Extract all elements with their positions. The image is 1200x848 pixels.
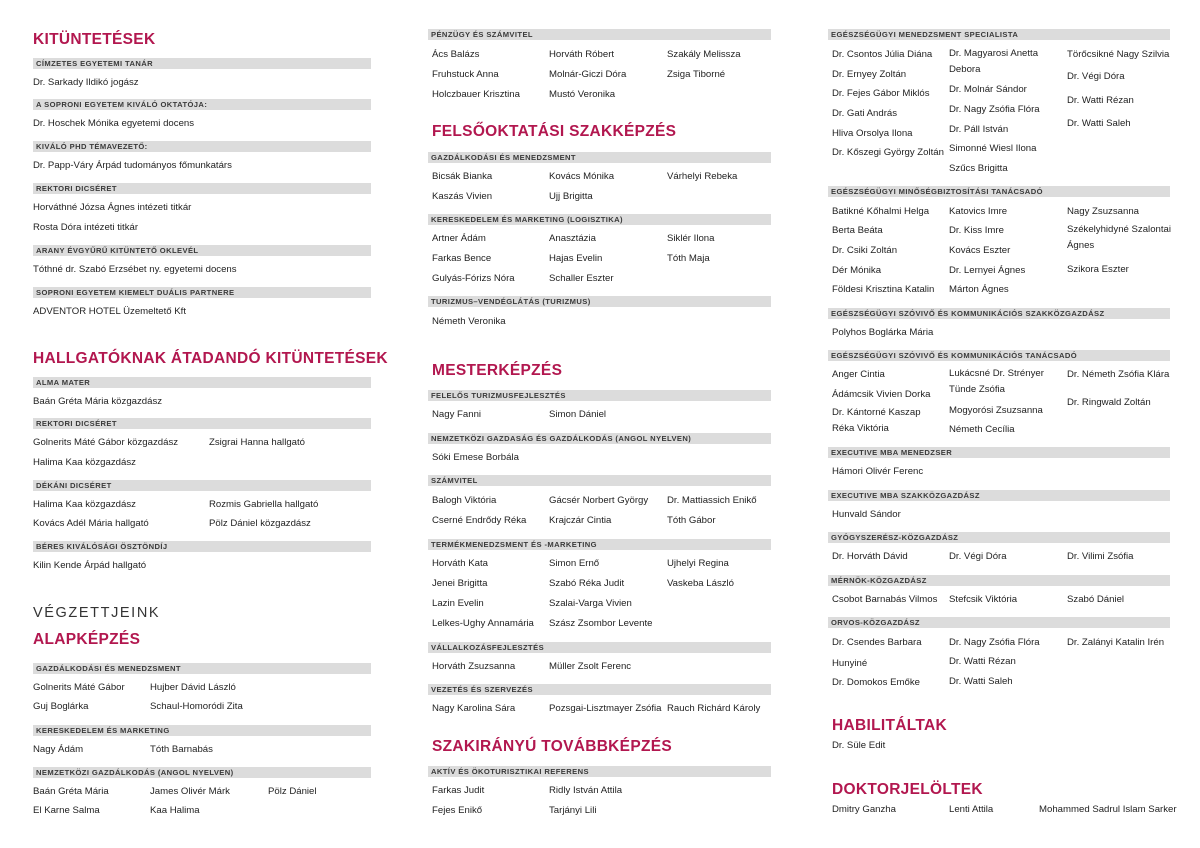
- name-entry: Szabó Réka Judit: [549, 578, 625, 589]
- name-entry: Dr. Kőszegi György Zoltán: [832, 147, 944, 158]
- name-entry: Farkas Judit: [432, 785, 485, 796]
- name-entry: Tarjányi Lili: [549, 805, 597, 816]
- name-entry: Pölz Dániel: [268, 786, 317, 797]
- name-entry: Dr. Süle Edit: [832, 740, 886, 751]
- category-bar: GYÓGYSZERÉSZ-KÖZGAZDÁSZ: [828, 532, 1170, 543]
- category-bar: EGÉSZSÉGÜGYI MENEDZSMENT SPECIALISTA: [828, 29, 1170, 40]
- name-entry: Nagy Zsuzsanna: [1067, 206, 1139, 217]
- name-entry: Molnár-Giczi Dóra: [549, 69, 627, 80]
- name-entry: Fruhstuck Anna: [432, 69, 499, 80]
- name-entry: Dr. Németh Zsófia Klára: [1067, 369, 1170, 380]
- category-bar: FELELŐS TURIZMUSFEJLESZTÉS: [428, 390, 771, 401]
- category-bar: TURIZMUS–VENDÉGLÁTÁS (TURIZMUS): [428, 296, 771, 307]
- name-entry: Lazin Evelin: [432, 598, 484, 609]
- name-entry: Schaul-Homoródi Zita: [150, 701, 243, 712]
- name-entry: Balogh Viktória: [432, 495, 497, 506]
- name-entry: Törőcsikné Nagy Szilvia: [1067, 49, 1170, 60]
- name-entry: Baán Gréta Mária közgazdász: [33, 396, 163, 407]
- name-entry: Rozmis Gabriella hallgató: [209, 499, 319, 510]
- name-entry: Gácsér Norbert György: [549, 495, 649, 506]
- heading-habilitaltak: HABILITÁLTAK: [832, 717, 947, 734]
- category-bar: NEMZETKÖZI GAZDASÁG ÉS GAZDÁLKODÁS (ANGOL NYELVEN): [428, 433, 771, 444]
- name-entry: Dr. Ringwald Zoltán: [1067, 397, 1151, 408]
- category-bar: ARANY ÉVGYŰRŰ KITÜNTETŐ OKLEVÉL: [33, 245, 371, 256]
- name-entry: Hunyiné: [832, 658, 868, 669]
- name-entry: Horváthné Józsa Ágnes intézeti titkár: [33, 202, 192, 213]
- category-bar: ORVOS-KÖZGAZDÁSZ: [828, 617, 1170, 628]
- category-bar: SZÁMVITEL: [428, 475, 771, 486]
- heading-hallgatoknak: HALLGATÓKNAK ÁTADANDÓ KITÜNTETÉSEK: [33, 350, 388, 367]
- category-bar: DÉKÁNI DICSÉRET: [33, 480, 371, 491]
- name-entry: Szász Zsombor Levente: [549, 618, 653, 629]
- name-entry: Kovács Adél Mária hallgató: [33, 518, 149, 529]
- name-entry: Golnerits Máté Gábor közgazdász: [33, 437, 179, 448]
- name-entry: Dr. Csiki Zoltán: [832, 245, 898, 256]
- name-entry: Jenei Brigitta: [432, 578, 488, 589]
- name-entry: Szakály Melissza: [667, 49, 741, 60]
- category-bar: MÉRNÖK-KÖZGAZDÁSZ: [828, 575, 1170, 586]
- category-bar: ALMA MATER: [33, 377, 371, 388]
- name-entry: Dr. Papp-Váry Árpád tudományos főmunkatárs: [33, 160, 232, 171]
- category-bar: A SOPRONI EGYETEM KIVÁLÓ OKTATÓJA:: [33, 99, 371, 110]
- name-entry: Dr. Végi Dóra: [1067, 71, 1125, 82]
- name-entry: Mohammed Sadrul Islam Sarker: [1039, 804, 1177, 815]
- name-entry: Nagy Karolina Sára: [432, 703, 516, 714]
- name-entry: Vaskeba László: [667, 578, 735, 589]
- category-bar: AKTÍV ÉS ÖKOTURISZTIKAI REFERENS: [428, 766, 771, 777]
- name-entry: James Olivér Márk: [150, 786, 230, 797]
- name-entry: Simon Dániel: [549, 409, 607, 420]
- category-bar: TERMÉKMENEDZSMENT ÉS -MARKETING: [428, 539, 771, 550]
- name-entry: Holczbauer Krisztina: [432, 89, 520, 100]
- name-entry: Kaszás Vivien: [432, 191, 493, 202]
- name-entry: Siklér Ilona: [667, 233, 715, 244]
- name-entry: Stefcsik Viktória: [949, 594, 1018, 605]
- name-entry: Horváth Zsuzsanna: [432, 661, 516, 672]
- category-bar: KIVÁLÓ PHD TÉMAVEZETŐ:: [33, 141, 371, 152]
- category-bar: SOPRONI EGYETEM KIEMELT DUÁLIS PARTNERE: [33, 287, 371, 298]
- heading-mesterkepzes: MESTERKÉPZÉS: [432, 362, 563, 379]
- name-entry: Hujber Dávid László: [150, 682, 236, 693]
- category-bar: KERESKEDELEM ÉS MARKETING (LOGISZTIKA): [428, 214, 771, 225]
- name-entry: Dr. Végi Dóra: [949, 551, 1007, 562]
- name-entry: Kilin Kende Árpád hallgató: [33, 560, 147, 571]
- category-bar: GAZDÁLKODÁSI ÉS MENEDZSMENT: [33, 663, 371, 674]
- name-entry: Dr. Watti Saleh: [1067, 118, 1131, 129]
- name-entry: Dr. Watti Rézan: [1067, 95, 1134, 106]
- name-entry: Pozsgai-Lisztmayer Zsófia: [549, 703, 662, 714]
- name-entry: Dr. Domokos Emőke: [832, 677, 920, 688]
- name-entry: Dr. Ernyey Zoltán: [832, 69, 907, 80]
- name-entry: Kovács Mónika: [549, 171, 615, 182]
- name-entry: Tóth Barnabás: [150, 744, 213, 755]
- name-entry: Krajczár Cintia: [549, 515, 612, 526]
- name-entry: Simonné Wiesl Ilona: [949, 143, 1037, 154]
- name-entry: Tóth Maja: [667, 253, 710, 264]
- name-entry: Rosta Dóra intézeti titkár: [33, 222, 139, 233]
- heading-szakiranyu: SZAKIRÁNYÚ TOVÁBBKÉPZÉS: [432, 738, 672, 755]
- name-entry: Dr. Zalányi Katalin Irén: [1067, 637, 1165, 648]
- name-entry: Cserné Endrődy Réka: [432, 515, 527, 526]
- name-entry: Golnerits Máté Gábor: [33, 682, 125, 693]
- name-entry: Dr. Mattiassich Enikő: [667, 495, 757, 506]
- category-bar: REKTORI DICSÉRET: [33, 418, 371, 429]
- name-entry: Dr. Sarkady Ildikó jogász: [33, 77, 139, 88]
- name-entry: Dr. Gati András: [832, 108, 898, 119]
- name-entry: El Karne Salma: [33, 805, 100, 816]
- heading-alapkepzes: ALAPKÉPZÉS: [33, 631, 141, 648]
- name-entry: Székelyhidyné Szalontai Ágnes: [1067, 224, 1171, 251]
- category-bar: VEZETÉS ÉS SZERVEZÉS: [428, 684, 771, 695]
- name-entry: Dr. Kiss Imre: [949, 225, 1004, 236]
- name-entry: Szabó Dániel: [1067, 594, 1125, 605]
- name-entry: Dr. Horváth Dávid: [832, 551, 908, 562]
- name-entry: Lelkes-Ughy Annamária: [432, 618, 534, 629]
- name-entry: Tóth Gábor: [667, 515, 716, 526]
- name-entry: Németh Cecília: [949, 424, 1015, 435]
- name-entry: Dr. Csontos Júlia Diána: [832, 49, 933, 60]
- name-entry: Polyhos Boglárka Mária: [832, 327, 934, 338]
- name-entry: Hunvald Sándor: [832, 509, 901, 520]
- name-entry: Zsiga Tiborné: [667, 69, 726, 80]
- category-bar: NEMZETKÖZI GAZDÁLKODÁS (ANGOL NYELVEN): [33, 767, 371, 778]
- name-entry: Dr. Molnár Sándor: [949, 84, 1027, 95]
- name-entry: Dr. Lernyei Ágnes: [949, 265, 1026, 276]
- name-entry: Anasztázia: [549, 233, 596, 244]
- name-entry: Bicsák Bianka: [432, 171, 493, 182]
- name-entry: Mustó Veronika: [549, 89, 616, 100]
- name-entry: Hliva Orsolya Ilona: [832, 128, 913, 139]
- category-bar: CÍMZETES EGYETEMI TANÁR: [33, 58, 371, 69]
- category-bar: EGÉSZSÉGÜGYI SZÓVIVŐ ÉS KOMMUNIKÁCIÓS SZAKKÖZGAZDÁSZ: [828, 308, 1170, 319]
- name-entry: Halima Kaa közgazdász: [33, 499, 136, 510]
- name-entry: Dr. Nagy Zsófia Flóra: [949, 104, 1040, 115]
- name-entry: Ujj Brigitta: [549, 191, 593, 202]
- name-entry: Dér Mónika: [832, 265, 882, 276]
- name-entry: Halima Kaa közgazdász: [33, 457, 136, 468]
- name-entry: Dr. Vilimi Zsófia: [1067, 551, 1134, 562]
- name-entry: Ujhelyi Regina: [667, 558, 729, 569]
- heading-kituntetesek: KITÜNTETÉSEK: [33, 31, 156, 48]
- category-bar: EGÉSZSÉGÜGYI MINŐSÉGBIZTOSÍTÁSI TANÁCSADÓ: [828, 186, 1170, 197]
- name-entry: Pölz Dániel közgazdász: [209, 518, 311, 529]
- name-entry: Tóthné dr. Szabó Erzsébet ny. egyetemi docens: [33, 264, 237, 275]
- name-entry: Csobot Barnabás Vilmos: [832, 594, 938, 605]
- name-entry: Simon Ernő: [549, 558, 600, 569]
- name-entry: Schaller Eszter: [549, 273, 614, 284]
- heading-vegzettjeink: VÉGZETTJEINK: [33, 605, 161, 621]
- name-entry: Baán Gréta Mária: [33, 786, 109, 797]
- name-entry: Ács Balázs: [432, 49, 480, 60]
- name-entry: Lenti Attila: [949, 804, 994, 815]
- name-entry: Horváth Róbert: [549, 49, 615, 60]
- name-entry: ADVENTOR HOTEL Üzemeltető Kft: [33, 306, 187, 317]
- category-bar: BÉRES KIVÁLÓSÁGI ÖSZTÖNDÍJ: [33, 541, 371, 552]
- name-entry: Nagy Fanni: [432, 409, 482, 420]
- name-entry: Horváth Kata: [432, 558, 488, 569]
- category-bar: KERESKEDELEM ÉS MARKETING: [33, 725, 371, 736]
- name-entry: Szalai-Varga Vivien: [549, 598, 632, 609]
- name-entry: Gulyás-Fórizs Nóra: [432, 273, 515, 284]
- name-entry: Anger Cintia: [832, 369, 885, 380]
- name-entry: Ádámcsik Vivien Dorka: [832, 389, 931, 400]
- name-entry: Hámori Olivér Ferenc: [832, 466, 924, 477]
- name-entry: Márton Ágnes: [949, 284, 1009, 295]
- category-bar: EGÉSZSÉGÜGYI SZÓVIVŐ ÉS KOMMUNIKÁCIÓS TANÁCSADÓ: [828, 350, 1170, 361]
- name-entry: Dr. Kántorné Kaszap Réka Viktória: [832, 407, 921, 434]
- name-entry: Ridly István Attila: [549, 785, 623, 796]
- category-bar: EXECUTIVE MBA MENEDZSER: [828, 447, 1170, 458]
- category-bar: VÁLLALKOZÁSFEJLESZTÉS: [428, 642, 771, 653]
- category-bar: REKTORI DICSÉRET: [33, 183, 371, 194]
- name-entry: Dr. Fejes Gábor Miklós: [832, 88, 930, 99]
- name-entry: Németh Veronika: [432, 316, 506, 327]
- heading-felsooktatasi: FELSŐOKTATÁSI SZAKKÉPZÉS: [432, 123, 677, 140]
- category-bar: PÉNZÜGY ÉS SZÁMVITEL: [428, 29, 771, 40]
- name-entry: Várhelyi Rebeka: [667, 171, 738, 182]
- name-entry: Batikné Kőhalmi Helga: [832, 206, 930, 217]
- name-entry: Fejes Enikő: [432, 805, 483, 816]
- name-entry: Mogyorósi Zsuzsanna: [949, 405, 1043, 416]
- name-entry: Dr. Watti Saleh: [949, 676, 1013, 687]
- name-entry: Katovics Imre: [949, 206, 1008, 217]
- name-entry: Dr. Watti Rézan: [949, 656, 1016, 667]
- name-entry: Artner Ádám: [432, 233, 486, 244]
- name-entry: Berta Beáta: [832, 225, 883, 236]
- name-entry: Sóki Emese Borbála: [432, 452, 519, 463]
- name-entry: Kaa Halima: [150, 805, 200, 816]
- name-entry: Dr. Páll István: [949, 124, 1009, 135]
- name-entry: Müller Zsolt Ferenc: [549, 661, 632, 672]
- name-entry: Farkas Bence: [432, 253, 492, 264]
- name-entry: Dmitry Ganzha: [832, 804, 896, 815]
- name-entry: Szűcs Brigitta: [949, 163, 1008, 174]
- name-entry: Lukácsné Dr. Strényer Tünde Zsófia: [949, 368, 1044, 395]
- name-entry: Zsigrai Hanna hallgató: [209, 437, 305, 448]
- category-bar: GAZDÁLKODÁSI ÉS MENEDZSMENT: [428, 152, 771, 163]
- name-entry: Guj Boglárka: [33, 701, 89, 712]
- heading-doktorjeloltek: DOKTORJELÖLTEK: [832, 781, 983, 798]
- name-entry: Dr. Nagy Zsófia Flóra: [949, 637, 1040, 648]
- name-entry: Földesi Krisztina Katalin: [832, 284, 935, 295]
- name-entry: Dr. Hoschek Mónika egyetemi docens: [33, 118, 195, 129]
- name-entry: Dr. Csendes Barbara: [832, 637, 922, 648]
- name-entry: Szikora Eszter: [1067, 264, 1129, 275]
- name-entry: Rauch Richárd Károly: [667, 703, 761, 714]
- name-entry: Hajas Evelin: [549, 253, 603, 264]
- name-entry: Nagy Ádám: [33, 744, 84, 755]
- category-bar: EXECUTIVE MBA SZAKKÖZGAZDÁSZ: [828, 490, 1170, 501]
- name-entry: Dr. Magyarosi Anetta Debora: [949, 48, 1039, 75]
- name-entry: Kovács Eszter: [949, 245, 1011, 256]
